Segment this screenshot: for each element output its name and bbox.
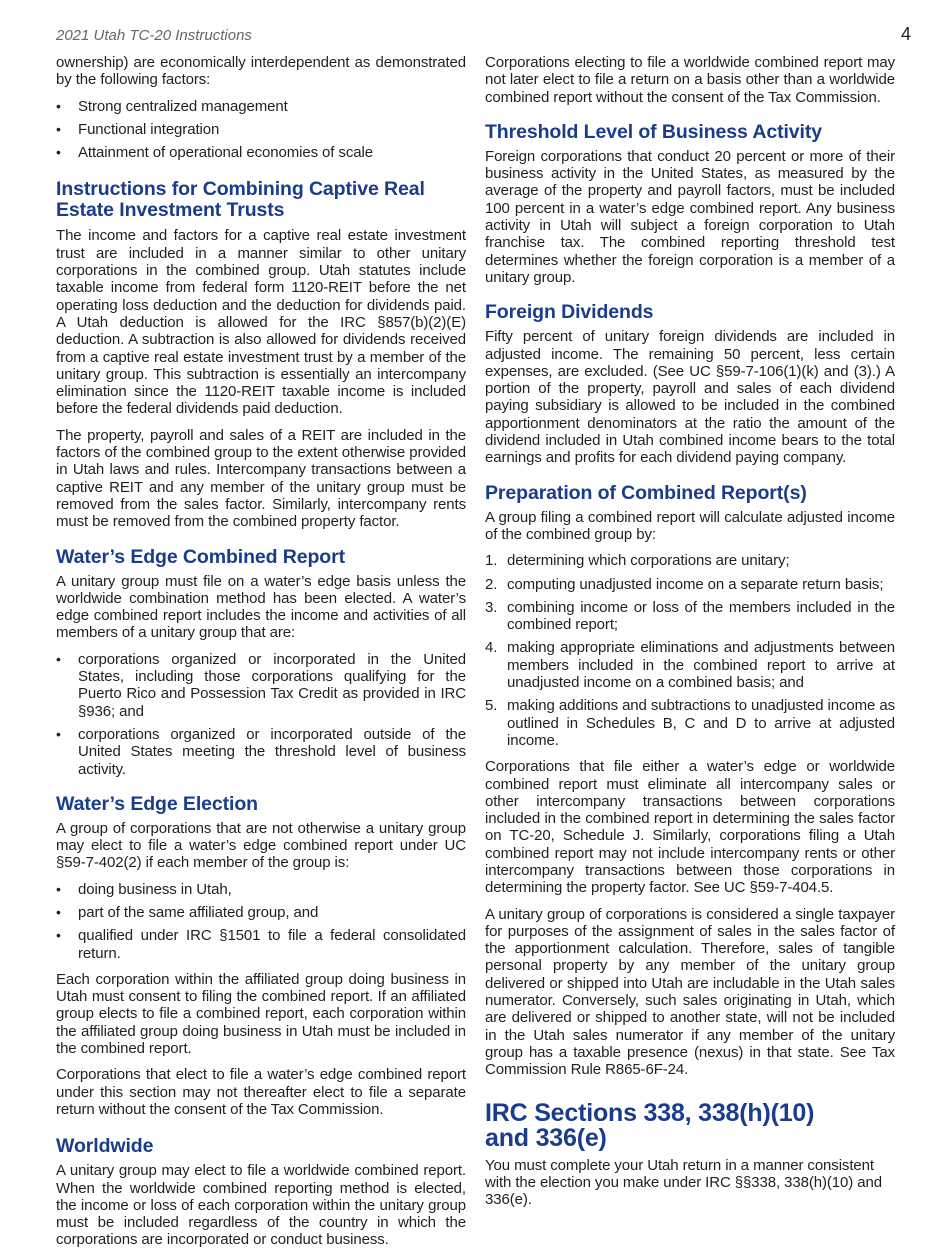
- single-taxpayer-paragraph: A unitary group of corporations is considered a single taxpayer for purposes of the assignment of sales in the sales factor of the apportionment calculation. Therefore, sales of tangible personal property by any member of the unitary group delivered or shipped into Utah are includable in the Utah sales numerator. Conversely, such sales originating in Utah, which are delivered or shipped to another state, will not be included in the Utah sales numerator if any member of the unitary group has a taxable presence (nexus) in that state. See Tax Commission Rule R865-6F-24.: [485, 905, 895, 1079]
- intercompany-elimination-paragraph: Corporations that file either a water’s edge or worldwide combined report must eliminate all intercompany sales or other intercompany transactions between corporations included in the combined report in determining the sales factor on TC-20, Schedule J. Similarly, corporations filing a Utah combined report may not include intercompany rents or other intercompany transactions between those corporations in determining the property factor. See UC §59-7-404.5.: [485, 758, 895, 897]
- waters-edge-election-paragraph: A group of corporations that are not otherwise a unitary group may elect to file a water’s edge combined report under UC §59-7-402(2) if each member of the group is:: [56, 819, 466, 872]
- factors-list: [56, 98, 466, 162]
- waters-edge-report-paragraph: A unitary group must file on a water’s edge basis unless the worldwide combination method has been elected. A water’s edge combined report includes the income and activities of all members of a unitary group that are:: [56, 572, 466, 642]
- page-number: 4: [900, 24, 911, 44]
- list-item: • corporations organized or incorporated outside of the United States meeting the threshold level of business activity.: [56, 725, 466, 778]
- running-head: 2021 Utah TC-20 Instructions: [56, 27, 252, 44]
- worldwide-consent-paragraph: Corporations electing to file a worldwide combined report may not later elect to file a return on a basis other than a worldwide combined report without the consent of the Tax Commission.: [485, 54, 895, 106]
- list-item: • qualified under IRC §1501 to file a federal consolidated return.: [56, 927, 466, 962]
- list-item: • Functional integration: [56, 120, 220, 138]
- heading-preparation: Preparation of Combined Report(s): [485, 481, 807, 504]
- list-item: • corporations organized or incorporated in the United States, including those corporations qualifying for the Puerto Rico and Possession Tax Credit as provided in IRC §936; and: [56, 650, 466, 720]
- reit-paragraph-1: The income and factors for a captive real estate investment trust are included in a manner similar to other unitary corporations in the combined group. Utah statutes include taxable income from federal form 1120-REIT before the net operating loss deduction and the deduction for dividends paid. A Utah deduction is allowed for the IRC §857(b)(2)(E) deduction. A subtraction is also allowed for dividends received from a captive real estate investment trust by a member of the unitary group. This subtraction is essentially an intercompany elimination since the 1120-REIT taxable income is included before the federal dividends paid deduction.: [56, 227, 466, 418]
- list-item: 5. making additions and subtractions to unadjusted income as outlined in Schedules B, C and D to arrive at adjusted income.: [485, 697, 895, 749]
- heading-foreign-dividends: Foreign Dividends: [485, 301, 654, 324]
- heading-reit: Instructions for Combining Captive Real Estate Investment Trusts: [56, 178, 425, 222]
- bullet-icon: •: [56, 120, 61, 137]
- bullet-icon: •: [56, 725, 61, 742]
- election-paragraph-separate-return: Corporations that elect to file a water’s edge combined report under this section may not thereafter elect to file a separate return without the consent of the Tax Commission.: [56, 1066, 466, 1118]
- bullet-icon: •: [56, 903, 61, 920]
- heading-worldwide: Worldwide: [56, 1135, 154, 1158]
- threshold-paragraph: Foreign corporations that conduct 20 percent or more of their business activity in the United States, as measured by the average of the property and payroll factors, must be included 100 percent in a water’s edge combined report. Any business activity in Utah will subject a foreign corporation to Utah franchise tax. The combined reporting threshold test determines whether the foreign corporation is a member of a unitary group.: [485, 147, 895, 286]
- election-paragraph-consent: Each corporation within the affiliated group doing business in Utah must consent to filing the combined report. If an affiliated group elects to file a combined report, each corporation within the affiliated group doing business in Utah must be included in the combined report.: [56, 970, 466, 1058]
- worldwide-paragraph: A unitary group may elect to file a worldwide combined report. When the worldwide combined reporting method is elected, the income or loss of each corporation within the unitary group must be included regardless of the country in which the corporations are incorporated or conduct business.: [56, 1162, 466, 1249]
- list-item: • Attainment of operational economies of scale: [56, 144, 373, 162]
- preparation-paragraph: A group filing a combined report will calculate adjusted income of the combined group by:: [485, 508, 895, 543]
- preparation-steps-list: [485, 552, 895, 749]
- bullet-icon: •: [56, 927, 61, 944]
- heading-waters-edge-election: Water’s Edge Election: [56, 792, 258, 815]
- heading-threshold: Threshold Level of Business Activity: [485, 120, 823, 143]
- bullet-icon: •: [56, 880, 61, 897]
- list-item: • doing business in Utah,: [56, 880, 232, 898]
- election-conditions-list: [56, 881, 466, 962]
- foreign-dividends-paragraph: Fifty percent of unitary foreign dividends are included in adjusted income. The remaining 50 percent, less certain expenses, are excluded. (See UC §59-7-106(1)(k) and (3).) A portion of the property, payroll and sales of each dividend paying subsidiary is allowed to be included in the combined apportionment denominators at the ratio the amount of the dividend included in Utah combined income bears to the total earnings and profits for each dividend paying company.: [485, 328, 895, 467]
- reit-paragraph-2: The property, payroll and sales of a REIT are included in the factors of the combined group to the extent otherwise provided in Utah laws and rules. Intercompany transactions between a captive REIT and any member of the unitary group must be removed from the sales factor. Similarly, intercompany rents must be removed from the combined property factor.: [56, 426, 466, 531]
- right-column: [485, 54, 895, 1217]
- bullet-icon: •: [56, 650, 61, 667]
- list-item: • part of the same affiliated group, and: [56, 903, 319, 921]
- list-item: 3. combining income or loss of the members included in the combined report;: [485, 598, 895, 634]
- list-item: • Strong centralized management: [56, 97, 288, 115]
- irc-sections-paragraph: You must complete your Utah return in a manner consistent with the election you make under IRC §§338, 338(h)(10) and 336(e).: [485, 1156, 882, 1209]
- heading-waters-edge-report: Water’s Edge Combined Report: [56, 545, 346, 568]
- waters-edge-members-list: [56, 651, 466, 778]
- intro-paragraph: ownership) are economically interdependent as demonstrated by the following factors:: [56, 54, 466, 89]
- left-column: [56, 54, 466, 1258]
- heading-irc-sections: IRC Sections 338, 338(h)(10) and 336(e): [485, 1098, 815, 1152]
- list-item: 2. computing unadjusted income on a separate return basis;: [485, 575, 884, 593]
- bullet-icon: •: [56, 97, 61, 114]
- list-item: 4. making appropriate eliminations and adjustments between members included in the combined report to arrive at unadjusted income on a combined basis; and: [485, 639, 895, 692]
- bullet-icon: •: [56, 144, 61, 161]
- list-item: 1. determining which corporations are unitary;: [485, 552, 790, 570]
